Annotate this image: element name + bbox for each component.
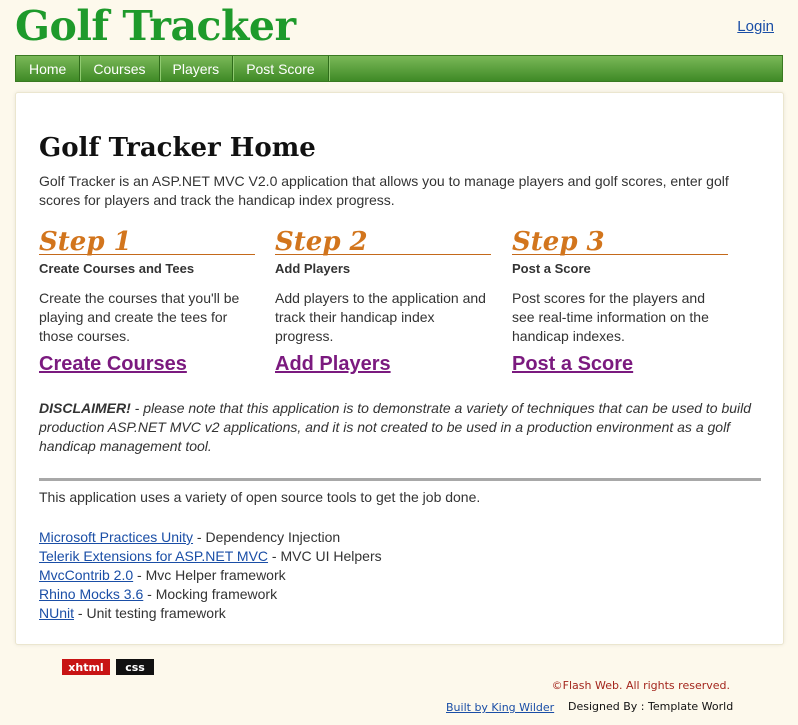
page-title: Golf Tracker Home xyxy=(39,133,316,163)
intro-text: Golf Tracker is an ASP.NET MVC V2.0 application that allows you to manage players and golf scores, enter golf scores for players and track the handicap index progress. xyxy=(39,173,729,208)
step-3-subheading: Post a Score xyxy=(512,261,591,276)
step-1-heading: Step 1 xyxy=(39,229,255,255)
list-item xyxy=(39,604,382,623)
step-3 xyxy=(512,229,728,376)
built-by-link[interactable]: Built by King Wilder xyxy=(446,701,555,714)
step-1 xyxy=(39,229,255,376)
site-title: Golf Tracker xyxy=(15,2,296,50)
main-nav xyxy=(15,55,783,82)
disclaimer-text: - please note that this application is to demonstrate a variety of techniques that can be used to build production ASP.NET MVC v2 applications, and it is not created to be used in a production environment as a golf handicap management tool. xyxy=(39,400,752,454)
add-players-link[interactable]: Add Players xyxy=(275,353,391,375)
tool-desc: - Mvc Helper framework xyxy=(133,567,286,583)
step-2-heading: Step 2 xyxy=(275,229,491,255)
list-item xyxy=(39,547,382,566)
list-item xyxy=(39,528,382,547)
disclaimer-label: DISCLAIMER! xyxy=(39,400,131,416)
tool-link-mvccontrib[interactable]: MvcContrib 2.0 xyxy=(39,567,134,583)
step-3-heading: Step 3 xyxy=(512,229,728,255)
tools-list xyxy=(39,528,382,623)
nav-courses[interactable]: Courses xyxy=(80,56,159,81)
nav-post-score[interactable]: Post Score xyxy=(233,56,328,81)
login-link[interactable]: Login xyxy=(737,18,774,35)
tool-desc: - MVC UI Helpers xyxy=(268,548,382,564)
tool-desc: - Unit testing framework xyxy=(74,605,226,621)
tool-link-nunit[interactable]: NUnit xyxy=(39,605,75,621)
post-score-link[interactable]: Post a Score xyxy=(512,353,634,375)
tools-intro: This application uses a variety of open source tools to get the job done. xyxy=(39,489,481,505)
disclaimer xyxy=(39,399,764,456)
create-courses-link[interactable]: Create Courses xyxy=(39,353,187,375)
divider xyxy=(39,478,761,481)
xhtml-badge[interactable]: xhtml xyxy=(62,659,110,675)
css-badge[interactable]: css xyxy=(116,659,154,675)
tool-link-rhino-mocks[interactable]: Rhino Mocks 3.6 xyxy=(39,586,144,602)
copyright-text: ©Flash Web. All rights reserved. xyxy=(551,679,730,692)
nav-players[interactable]: Players xyxy=(160,56,234,81)
list-item xyxy=(39,566,382,585)
step-1-description: Create the courses that you'll be playing and create the tees for those courses. xyxy=(39,290,240,344)
tool-link-telerik[interactable]: Telerik Extensions for ASP.NET MVC xyxy=(39,548,269,564)
step-1-subheading: Create Courses and Tees xyxy=(39,261,195,276)
step-2 xyxy=(275,229,491,376)
content-panel xyxy=(15,92,784,645)
list-item xyxy=(39,585,382,604)
nav-home[interactable]: Home xyxy=(16,56,80,81)
step-3-description: Post scores for the players and see real-time information on the handicap indexes. xyxy=(512,290,709,344)
step-2-subheading: Add Players xyxy=(275,261,351,276)
tool-desc: - Mocking framework xyxy=(143,586,278,602)
step-2-description: Add players to the application and track their handicap index progress. xyxy=(275,290,486,344)
tool-link-unity[interactable]: Microsoft Practices Unity xyxy=(39,529,194,545)
designed-by-text: Designed By : Template World xyxy=(568,700,734,713)
tool-desc: - Dependency Injection xyxy=(193,529,341,545)
